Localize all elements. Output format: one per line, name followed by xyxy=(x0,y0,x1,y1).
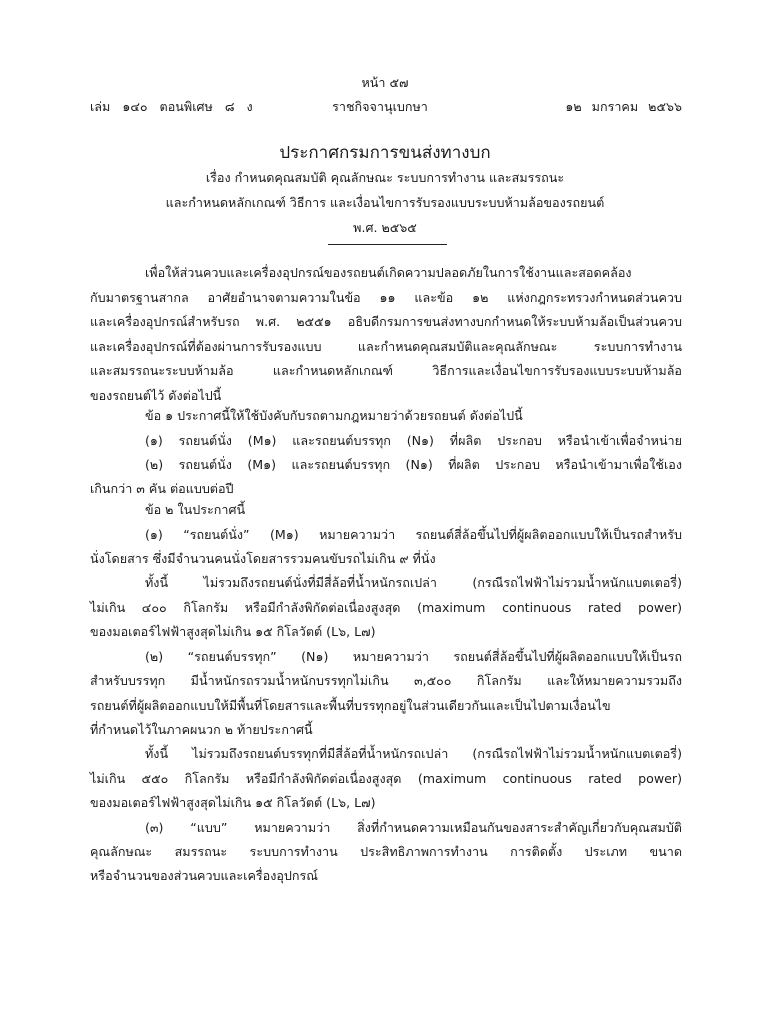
body-line: ทั้งนี้ ไม่รวมถึงรถยนต์บรรทุกที่มีสี่ล้อที่น้ำหนักรถเปล่า (กรณีรถไฟฟ้าไม่รวมน้ำหนักแบตเตอรี่) xyxy=(145,746,682,761)
body-line: ทั้งนี้ ไม่รวมถึงรถยนต์นั่งที่มีสี่ล้อที่น้ำหนักรถเปล่า (กรณีรถไฟฟ้าไม่รวมน้ำหนักแบตเตอรี่) xyxy=(145,575,682,590)
edition-number: ๘ xyxy=(224,99,235,114)
body-line: และเครื่องอุปกรณ์ที่ต้องผ่านการรับรองแบบ และกำหนดคุณสมบัติและคุณลักษณะ ระบบการทำงาน xyxy=(90,339,682,354)
issue-date xyxy=(555,97,682,117)
definition-item: (๑) “รถยนต์นั่ง” (M๑) หมายความว่า รถยนต์สี่ล้อขึ้นไปที่ผู้ผลิตออกแบบให้เป็นรถสำหรับ xyxy=(145,527,682,542)
section-letter: ง xyxy=(246,99,253,114)
clause-heading: ข้อ ๑ ประกาศนี้ให้ใช้บังคับกับรถตามกฎหมายว่าด้วยรถยนต์ ดังต่อไปนี้ xyxy=(145,408,523,423)
body-line: เพื่อให้ส่วนควบและเครื่องอุปกรณ์ของรถยนต์เกิดความปลอดภัยในการใช้งานและสอดคล้อง xyxy=(145,265,632,280)
body-line: ที่กำหนดไว้ในภาคผนวก ๒ ท้ายประกาศนี้ xyxy=(90,722,313,737)
subject-line: เรื่อง กำหนดคุณสมบัติ คุณลักษณะ ระบบการทำงาน และสมรรถนะ xyxy=(205,170,565,185)
body-line: สำหรับบรรทุก มีน้ำหนักรถรวมน้ำหนักบรรทุกไม่เกิน ๓,๕๐๐ กิโลกรัม และให้หมายความรวมถึง xyxy=(90,673,682,688)
body-line: ของรถยนต์ไว้ ดังต่อไปนี้ xyxy=(90,388,222,403)
body-line: กับมาตรฐานสากล อาศัยอำนาจตามความในข้อ ๑๑ และข้อ ๑๒ แห่งกฎกระทรวงกำหนดส่วนควบ xyxy=(90,290,682,305)
body-line: และสมรรถนะระบบห้ามล้อ และกำหนดหลักเกณฑ์ วิธีการและเงื่อนไขการรับรองแบบระบบห้ามล้อ xyxy=(90,363,682,378)
clause-item: (๑) รถยนต์นั่ง (M๑) และรถยนต์บรรทุก (N๑) ที่ผลิต ประกอบ หรือนำเข้าเพื่อจำหน่าย xyxy=(145,433,682,448)
date-month: มกราคม xyxy=(591,99,639,114)
body-line: คุณลักษณะ สมรรถนะ ระบบการทำงาน ประสิทธิภาพการทำงาน การติดตั้ง ประเภท ขนาด xyxy=(90,844,682,859)
body-line: ของมอเตอร์ไฟฟ้าสูงสุดไม่เกิน ๑๕ กิโลวัตต์ (L๖, L๗) xyxy=(90,795,376,810)
date-year: ๒๕๖๖ xyxy=(648,99,682,114)
volume-number: ๑๔๐ xyxy=(122,99,148,114)
body-line: ไม่เกิน ๕๕๐ กิโลกรัม หรือมีกำลังพิกัดต่อเนื่องสูงสุด (maximum continuous rated power) xyxy=(90,771,682,786)
title-divider xyxy=(328,244,447,245)
definition-item: (๓) “แบบ” หมายความว่า สิ่งที่กำหนดความเหมือนกันของสาระสำคัญเกี่ยวกับคุณสมบัติ xyxy=(145,820,682,835)
edition-label: ตอนพิเศษ xyxy=(159,99,213,114)
body-line: หรือจำนวนของส่วนควบและเครื่องอุปกรณ์ xyxy=(90,868,318,883)
body-line: เกินกว่า ๓ คัน ต่อแบบต่อปี xyxy=(90,481,234,496)
clause-heading: ข้อ ๒ ในประกาศนี้ xyxy=(145,502,246,517)
gazette-name: ราชกิจจานุเบกษา xyxy=(332,99,428,114)
body-line: และเครื่องอุปกรณ์สำหรับรถ พ.ศ. ๒๕๕๑ อธิบดีกรมการขนส่งทางบกกำหนดให้ระบบห้ามล้อเป็นส่วนควบ xyxy=(90,314,682,329)
definition-item: (๒) “รถยนต์บรรทุก” (N๑) หมายความว่า รถยนต์สี่ล้อขึ้นไปที่ผู้ผลิตออกแบบให้เป็นรถ xyxy=(145,649,682,664)
subject-year: พ.ศ. ๒๕๖๕ xyxy=(353,220,417,235)
page-number: หน้า ๕๗ xyxy=(361,75,409,90)
gazette-header xyxy=(90,97,682,115)
volume-label: เล่ม xyxy=(90,99,111,114)
announcement-title: ประกาศกรมการขนส่งทางบก xyxy=(279,143,491,163)
clause-item: (๒) รถยนต์นั่ง (M๑) และรถยนต์บรรทุก (N๑) ที่ผลิต ประกอบ หรือนำเข้ามาเพื่อใช้เอง xyxy=(145,457,682,472)
body-line: ของมอเตอร์ไฟฟ้าสูงสุดไม่เกิน ๑๕ กิโลวัตต์ (L๖, L๗) xyxy=(90,624,376,639)
body-line: รถยนต์ที่ผู้ผลิตออกแบบให้มีพื้นที่โดยสารและพื้นที่บรรทุกอยู่ในส่วนเดียวกันและเป็นไปตามเงื่อนไข xyxy=(90,698,611,713)
body-line: นั่งโดยสาร ซึ่งมีจำนวนคนนั่งโดยสารรวมคนขับรถไม่เกิน ๙ ที่นั่ง xyxy=(90,551,436,566)
issue-info xyxy=(90,97,265,117)
body-line: ไม่เกิน ๔๐๐ กิโลกรัม หรือมีกำลังพิกัดต่อเนื่องสูงสุด (maximum continuous rated power) xyxy=(90,600,682,615)
subject-line: และกำหนดหลักเกณฑ์ วิธีการ และเงื่อนไขการรับรองแบบระบบห้ามล้อของรถยนต์ xyxy=(165,195,605,210)
date-day: ๑๒ xyxy=(565,99,582,114)
